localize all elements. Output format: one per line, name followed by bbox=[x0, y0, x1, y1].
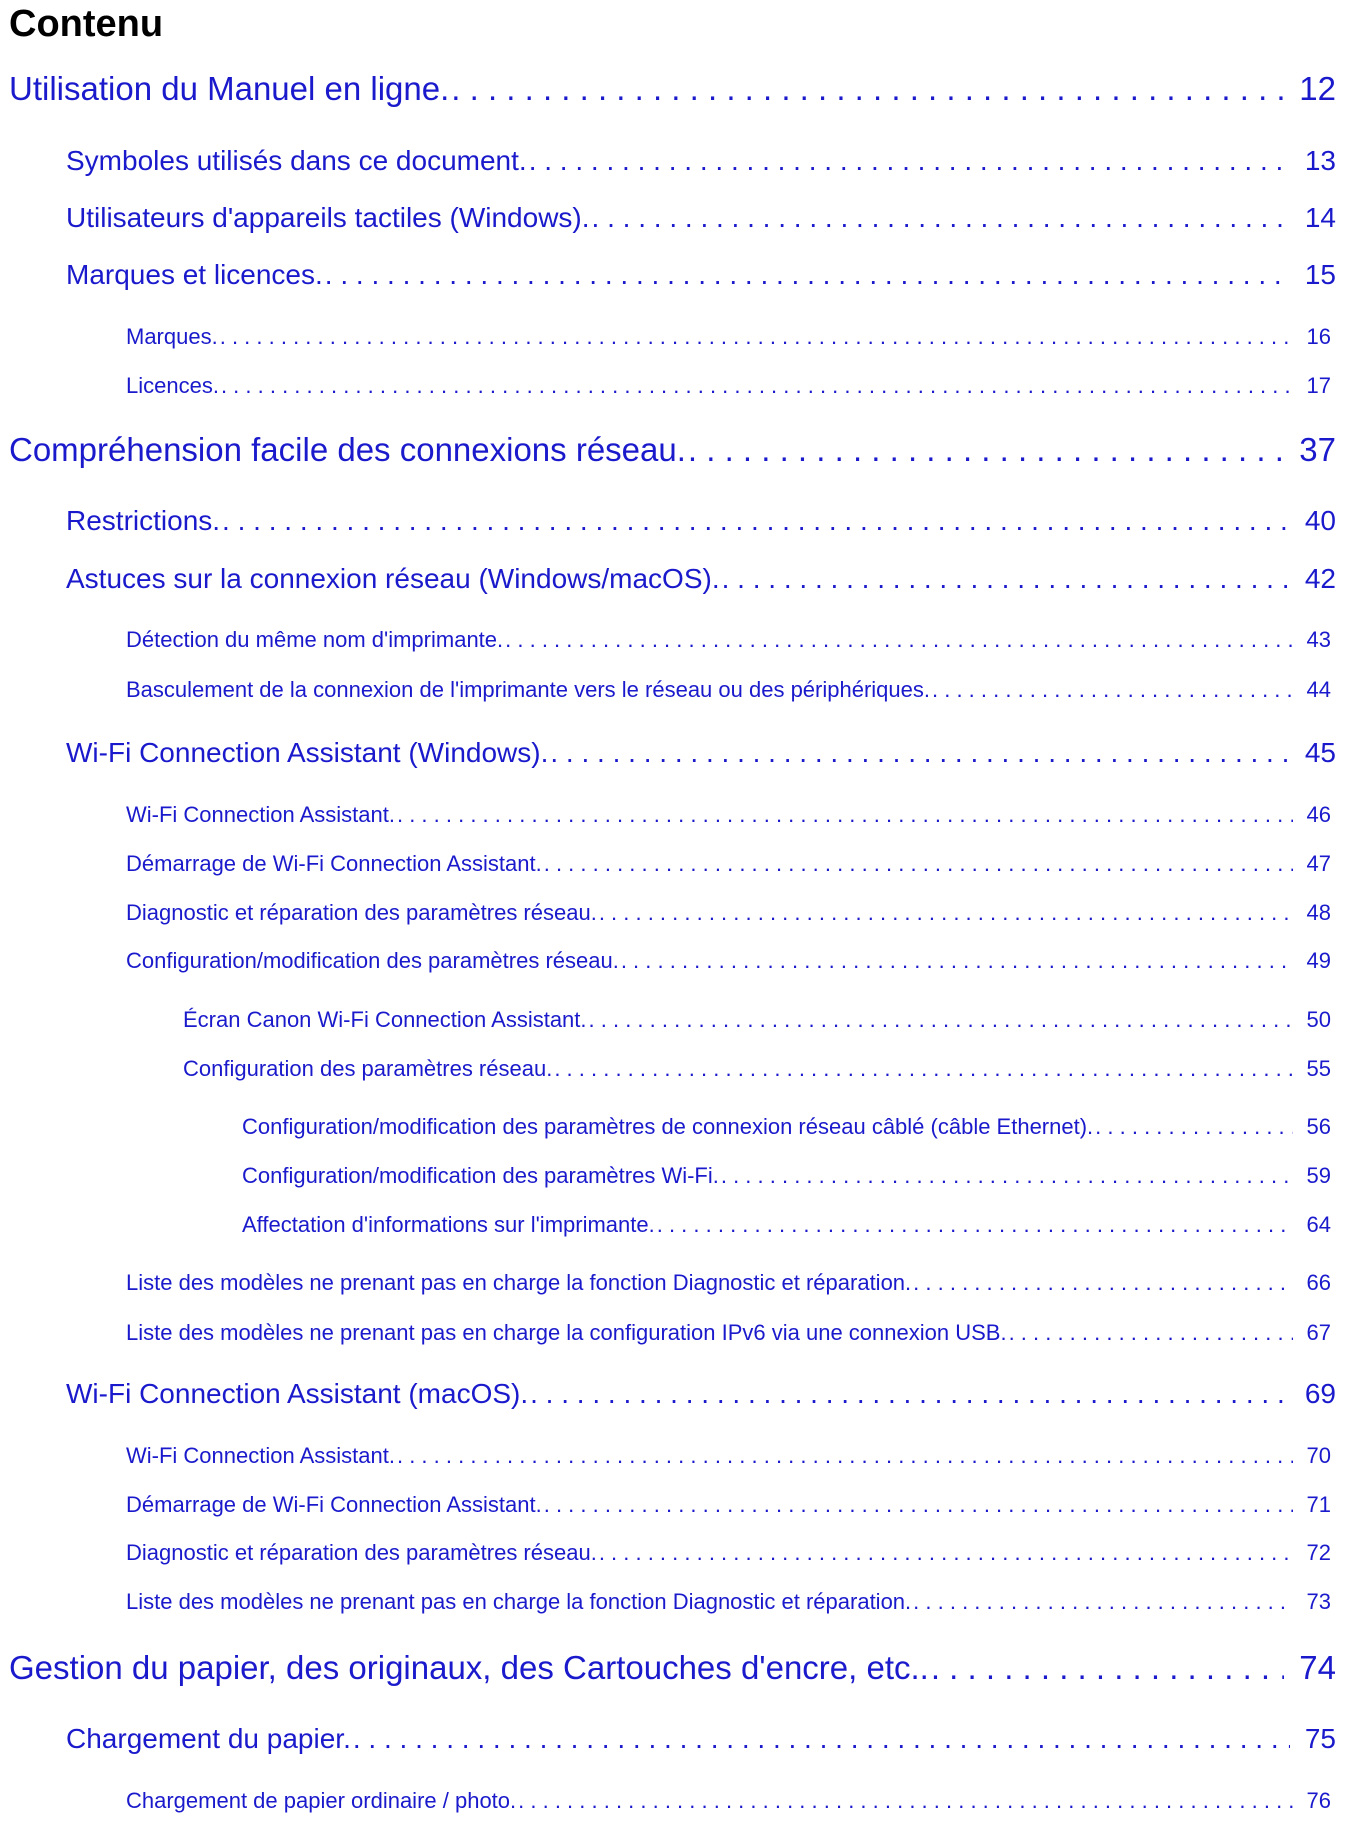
toc-entry-page: 55 bbox=[1306, 1056, 1331, 1081]
toc-entry[interactable] bbox=[126, 1540, 1331, 1566]
toc-entry[interactable] bbox=[126, 1320, 1331, 1346]
dot-leader bbox=[530, 1378, 1290, 1410]
toc-entry-page: 13 bbox=[1304, 145, 1336, 176]
toc-entry[interactable] bbox=[126, 900, 1331, 926]
toc-entry-title: Marques. bbox=[126, 324, 218, 349]
toc-entry-title: Chargement du papier. bbox=[66, 1723, 351, 1754]
toc-entry[interactable] bbox=[126, 1788, 1331, 1814]
dot-leader bbox=[1095, 1114, 1293, 1140]
toc-entry-page: 59 bbox=[1306, 1163, 1331, 1188]
toc-entry-page: 74 bbox=[1299, 1649, 1336, 1686]
dot-leader bbox=[220, 324, 1293, 350]
toc-entry[interactable] bbox=[66, 259, 1336, 291]
dot-leader bbox=[325, 259, 1290, 291]
toc-entry-title: Démarrage de Wi-Fi Connection Assistant. bbox=[126, 851, 542, 876]
toc-entry[interactable] bbox=[242, 1163, 1331, 1189]
toc-entry-page: 47 bbox=[1306, 851, 1331, 876]
toc-entry-title: Utilisation du Manuel en ligne. bbox=[9, 70, 450, 107]
toc-entry-page: 40 bbox=[1304, 505, 1336, 536]
toc-entry[interactable] bbox=[66, 1378, 1336, 1410]
toc-entry[interactable] bbox=[66, 563, 1336, 595]
toc-entry-page: 48 bbox=[1306, 900, 1331, 925]
dot-leader bbox=[913, 1270, 1293, 1296]
dot-leader bbox=[397, 1443, 1293, 1469]
toc-entry-page: 71 bbox=[1306, 1492, 1331, 1517]
toc-entry-title: Configuration/modification des paramètres réseau. bbox=[126, 948, 619, 973]
toc-entry-page: 45 bbox=[1304, 737, 1336, 768]
toc-entry[interactable] bbox=[126, 1443, 1331, 1469]
toc-entry-title: Configuration/modification des paramètres Wi-Fi. bbox=[242, 1163, 719, 1188]
toc-entry[interactable] bbox=[9, 431, 1336, 469]
toc-entry[interactable] bbox=[183, 1056, 1331, 1082]
toc-entry-title: Restrictions. bbox=[66, 505, 221, 536]
toc-entry-page: 42 bbox=[1304, 563, 1336, 594]
toc-entry-page: 50 bbox=[1306, 1007, 1331, 1032]
toc-entry[interactable] bbox=[183, 1007, 1331, 1033]
dot-leader bbox=[589, 1007, 1293, 1033]
dot-leader bbox=[353, 1723, 1290, 1755]
toc-entry-page: 16 bbox=[1306, 324, 1331, 349]
dot-leader bbox=[599, 1540, 1293, 1566]
toc-entry[interactable] bbox=[126, 1492, 1331, 1518]
toc-entry-title: Compréhension facile des connexions réseau. bbox=[9, 431, 686, 468]
dot-leader bbox=[397, 802, 1293, 828]
toc-entry-title: Démarrage de Wi-Fi Connection Assistant. bbox=[126, 1492, 542, 1517]
toc-entry-page: 75 bbox=[1304, 1723, 1336, 1754]
toc-entry-page: 69 bbox=[1304, 1378, 1336, 1409]
toc-entry-page: 76 bbox=[1306, 1788, 1331, 1813]
toc-entry-page: 15 bbox=[1304, 259, 1336, 290]
dot-leader bbox=[529, 145, 1290, 177]
toc-entry-title: Diagnostic et réparation des paramètres réseau. bbox=[126, 900, 597, 925]
toc-entry[interactable] bbox=[242, 1212, 1331, 1238]
toc-entry-page: 67 bbox=[1306, 1320, 1331, 1345]
toc-entry-page: 44 bbox=[1306, 677, 1331, 702]
toc-entry-page: 73 bbox=[1306, 1589, 1331, 1614]
toc-entry-page: 46 bbox=[1306, 802, 1331, 827]
dot-leader bbox=[932, 677, 1293, 703]
toc-entry-page: 64 bbox=[1306, 1212, 1331, 1237]
dot-leader bbox=[221, 373, 1293, 399]
toc-entry-title: Symboles utilisés dans ce document. bbox=[66, 145, 527, 176]
dot-leader bbox=[721, 1163, 1293, 1189]
page-title: Contenu bbox=[9, 3, 164, 45]
dot-leader bbox=[621, 948, 1293, 974]
dot-leader bbox=[544, 851, 1293, 877]
toc-entry-title: Configuration des paramètres réseau. bbox=[183, 1056, 553, 1081]
toc-entry-title: Détection du même nom d'imprimante. bbox=[126, 627, 504, 652]
toc-entry-page: 56 bbox=[1306, 1114, 1331, 1139]
dot-leader bbox=[550, 737, 1290, 769]
dot-leader bbox=[688, 431, 1284, 469]
toc-entry-page: 17 bbox=[1306, 373, 1331, 398]
toc-entry[interactable] bbox=[66, 505, 1336, 537]
toc-entry-title: Liste des modèles ne prenant pas en charge la fonction Diagnostic et réparation. bbox=[126, 1589, 912, 1614]
toc-entry-title: Affectation d'informations sur l'imprimante. bbox=[242, 1212, 655, 1237]
toc-entry[interactable] bbox=[9, 70, 1336, 108]
toc-entry-page: 43 bbox=[1306, 627, 1331, 652]
toc-entry[interactable] bbox=[9, 1649, 1336, 1687]
toc-entry[interactable] bbox=[126, 1270, 1331, 1296]
toc-entry-title: Astuces sur la connexion réseau (Windows/macOS). bbox=[66, 563, 720, 594]
dot-leader bbox=[554, 1056, 1293, 1082]
toc-entry-title: Gestion du papier, des originaux, des Cartouches d'encre, etc.. bbox=[9, 1649, 929, 1686]
toc-entry-page: 14 bbox=[1304, 202, 1336, 233]
toc-entry-title: Diagnostic et réparation des paramètres réseau. bbox=[126, 1540, 597, 1565]
toc-entry-title: Wi-Fi Connection Assistant. bbox=[126, 802, 395, 827]
dot-leader bbox=[518, 1788, 1293, 1814]
toc-entry-page: 37 bbox=[1299, 431, 1336, 468]
toc-entry-title: Liste des modèles ne prenant pas en charge la configuration IPv6 via une connexion USB. bbox=[126, 1320, 1007, 1345]
toc-entry[interactable] bbox=[126, 948, 1331, 974]
toc-entry[interactable] bbox=[66, 202, 1336, 234]
toc-entry-title: Chargement de papier ordinaire / photo. bbox=[126, 1788, 517, 1813]
dot-leader bbox=[913, 1589, 1293, 1615]
toc-entry[interactable] bbox=[126, 627, 1331, 653]
toc-entry-title: Écran Canon Wi-Fi Connection Assistant. bbox=[183, 1007, 587, 1032]
toc-entry-page: 12 bbox=[1299, 70, 1336, 107]
dot-leader bbox=[931, 1649, 1284, 1687]
toc-entry[interactable] bbox=[66, 737, 1336, 769]
dot-leader bbox=[451, 70, 1284, 108]
toc-entry-page: 70 bbox=[1306, 1443, 1331, 1468]
toc-entry-page: 66 bbox=[1306, 1270, 1331, 1295]
dot-leader bbox=[505, 627, 1293, 653]
toc-entry-page: 49 bbox=[1306, 948, 1331, 973]
dot-leader bbox=[657, 1212, 1293, 1238]
toc-entry-title: Utilisateurs d'appareils tactiles (Windows). bbox=[66, 202, 590, 233]
toc-entry-title: Marques et licences. bbox=[66, 259, 323, 290]
toc-entry[interactable] bbox=[126, 1589, 1331, 1615]
dot-leader bbox=[722, 563, 1290, 595]
toc-entry-title: Wi-Fi Connection Assistant (Windows). bbox=[66, 737, 549, 768]
toc-entry[interactable] bbox=[66, 145, 1336, 177]
toc-entry-title: Licences. bbox=[126, 373, 219, 398]
dot-leader bbox=[599, 900, 1293, 926]
toc-entry[interactable] bbox=[242, 1114, 1331, 1140]
toc-entry[interactable] bbox=[126, 373, 1331, 399]
toc-entry-title: Liste des modèles ne prenant pas en charge la fonction Diagnostic et réparation. bbox=[126, 1270, 912, 1295]
toc-entry[interactable] bbox=[126, 851, 1331, 877]
toc-entry-title: Basculement de la connexion de l'imprimante vers le réseau ou des périphériques. bbox=[126, 677, 930, 702]
toc-entry-title: Wi-Fi Connection Assistant (macOS). bbox=[66, 1378, 529, 1409]
toc-entry[interactable] bbox=[126, 802, 1331, 828]
toc-entry[interactable] bbox=[126, 324, 1331, 350]
toc-entry[interactable] bbox=[126, 677, 1331, 703]
toc-entry[interactable] bbox=[66, 1723, 1336, 1755]
toc-entry-title: Configuration/modification des paramètres de connexion réseau câblé (câble Ethernet). bbox=[242, 1114, 1094, 1139]
dot-leader bbox=[592, 202, 1290, 234]
dot-leader bbox=[222, 505, 1290, 537]
toc-entry-page: 72 bbox=[1306, 1540, 1331, 1565]
dot-leader bbox=[1009, 1320, 1293, 1346]
toc-entry-title: Wi-Fi Connection Assistant. bbox=[126, 1443, 395, 1468]
dot-leader bbox=[544, 1492, 1293, 1518]
